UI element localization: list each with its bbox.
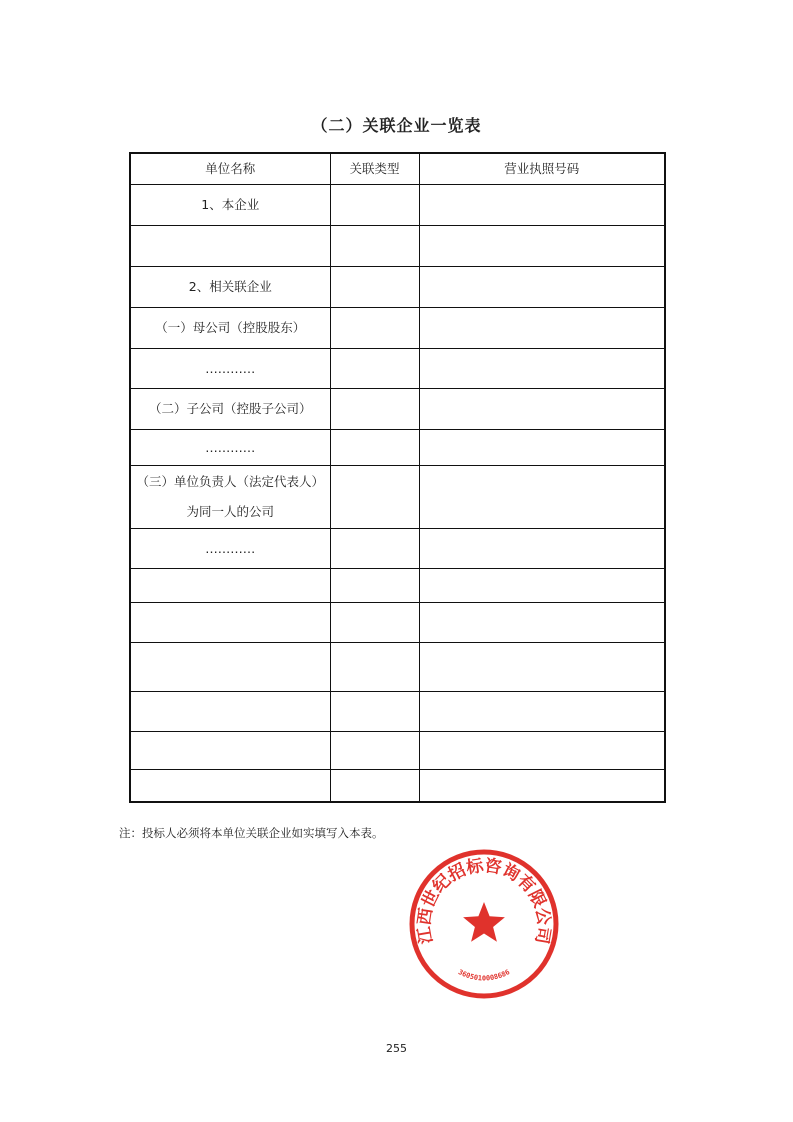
cell-license-number[interactable] — [419, 267, 665, 308]
cell-unit-name[interactable]: ………… — [130, 349, 330, 389]
cell-unit-name[interactable]: ………… — [130, 529, 330, 569]
cell-relation-type[interactable] — [330, 226, 419, 267]
page-title: （二）关联企业一览表 — [311, 116, 482, 135]
table-row — [130, 349, 665, 389]
cell-relation-type[interactable] — [330, 349, 419, 389]
cell-unit-name[interactable]: 2、相关联企业 — [130, 267, 330, 308]
cell-relation-type[interactable] — [330, 466, 419, 529]
table-row — [130, 603, 665, 643]
star-icon — [463, 902, 505, 942]
cell-license-number[interactable] — [419, 529, 665, 569]
table-row — [130, 529, 665, 569]
cell-license-number[interactable] — [419, 389, 665, 430]
table-row — [130, 643, 665, 692]
cell-unit-name[interactable] — [130, 643, 330, 692]
cell-license-number[interactable] — [419, 185, 665, 226]
cell-relation-type[interactable] — [330, 529, 419, 569]
table-row — [130, 430, 665, 466]
cell-unit-name[interactable] — [130, 603, 330, 643]
cell-relation-type[interactable] — [330, 770, 419, 802]
seal-number: 3605010008686 — [456, 968, 512, 983]
cell-unit-name[interactable] — [130, 226, 330, 267]
cell-relation-type[interactable] — [330, 692, 419, 732]
page-number: 255 — [386, 1042, 407, 1055]
cell-unit-name[interactable]: （三）单位负责人（法定代表人）为同一人的公司 — [130, 466, 330, 529]
table-row — [130, 185, 665, 226]
table-row — [130, 692, 665, 732]
table-row — [130, 466, 665, 529]
table-row — [130, 267, 665, 308]
cell-relation-type[interactable] — [330, 732, 419, 770]
table-row — [130, 569, 665, 603]
cell-relation-type[interactable] — [330, 267, 419, 308]
cell-unit-name[interactable]: ………… — [130, 430, 330, 466]
related-enterprises-table — [129, 152, 666, 803]
cell-license-number[interactable] — [419, 603, 665, 643]
cell-unit-name[interactable]: （二）子公司（控股子公司） — [130, 389, 330, 430]
cell-license-number[interactable] — [419, 569, 665, 603]
cell-license-number[interactable] — [419, 770, 665, 802]
cell-relation-type[interactable] — [330, 430, 419, 466]
cell-license-number[interactable] — [419, 643, 665, 692]
cell-license-number[interactable] — [419, 466, 665, 529]
table-header-row — [130, 153, 665, 185]
table-row — [130, 389, 665, 430]
table-note: 注：投标人必须将本单位关联企业如实填写入本表。 — [119, 826, 384, 840]
cell-relation-type[interactable] — [330, 603, 419, 643]
cell-unit-name[interactable] — [130, 770, 330, 802]
seal-company-name: 江西世纪招标咨询有限公司 — [414, 855, 554, 946]
cell-relation-type[interactable] — [330, 389, 419, 430]
cell-relation-type[interactable] — [330, 569, 419, 603]
header-license-number: 营业执照号码 — [419, 153, 665, 185]
cell-unit-name[interactable] — [130, 692, 330, 732]
table-row — [130, 226, 665, 267]
cell-license-number[interactable] — [419, 732, 665, 770]
cell-unit-name[interactable]: 1、本企业 — [130, 185, 330, 226]
header-unit-name: 单位名称 — [130, 153, 330, 185]
cell-unit-name[interactable] — [130, 569, 330, 603]
table-row — [130, 770, 665, 802]
cell-license-number[interactable] — [419, 349, 665, 389]
table-row — [130, 308, 665, 349]
cell-license-number[interactable] — [419, 308, 665, 349]
cell-relation-type[interactable] — [330, 308, 419, 349]
cell-license-number[interactable] — [419, 692, 665, 732]
company-seal-stamp — [408, 848, 560, 1000]
cell-license-number[interactable] — [419, 226, 665, 267]
cell-license-number[interactable] — [419, 430, 665, 466]
header-relation-type: 关联类型 — [330, 153, 419, 185]
table-row — [130, 732, 665, 770]
cell-unit-name[interactable]: （一）母公司（控股股东） — [130, 308, 330, 349]
cell-unit-name[interactable] — [130, 732, 330, 770]
cell-relation-type[interactable] — [330, 643, 419, 692]
cell-relation-type[interactable] — [330, 185, 419, 226]
